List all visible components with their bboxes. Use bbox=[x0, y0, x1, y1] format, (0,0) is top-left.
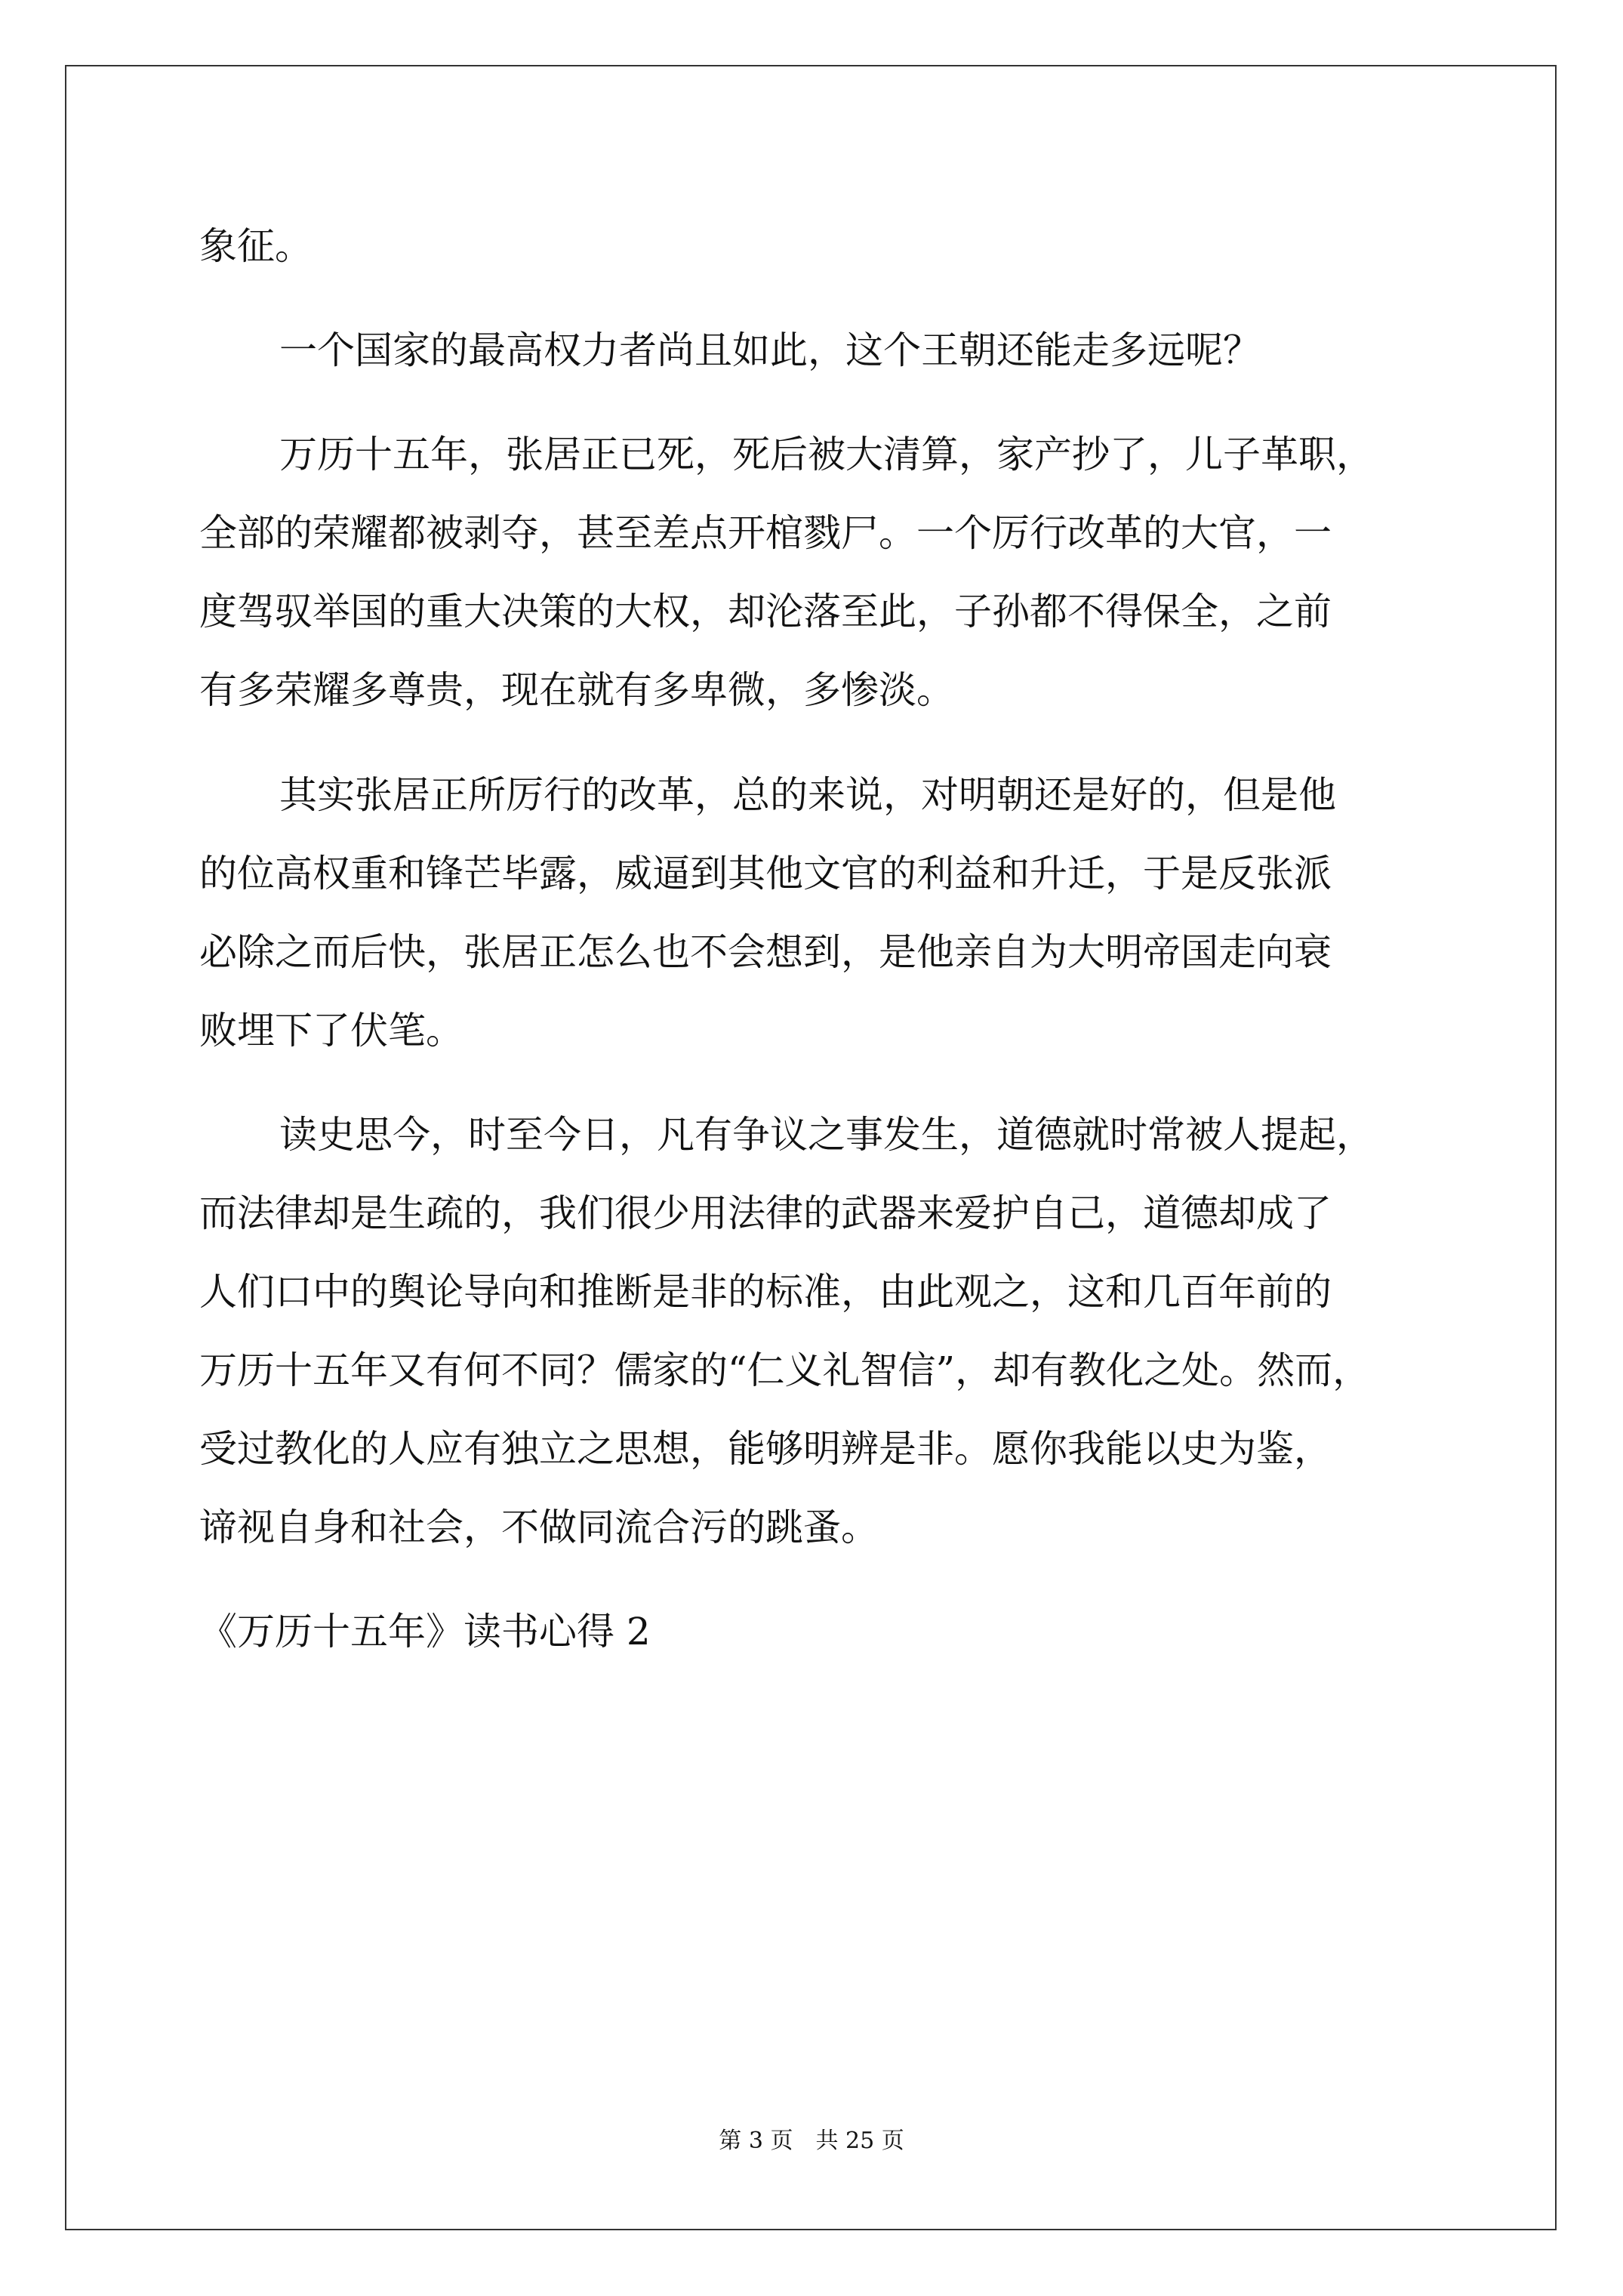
paragraph-line: 一个国家的最高权力者尚且如此，这个王朝还能走多远呢？ bbox=[279, 328, 1261, 372]
paragraph-line: 败埋下了伏笔。 bbox=[199, 1009, 463, 1052]
paragraph-line: 谛视自身和社会，不做同流合污的跳蚤。 bbox=[199, 1505, 879, 1549]
paragraph-line: 有多荣耀多尊贵，现在就有多卑微，多惨淡。 bbox=[199, 668, 954, 712]
paragraph-line: 而法律却是生疏的，我们很少用法律的武器来爱护自己，道德却成了 bbox=[199, 1191, 1332, 1235]
paragraph-line: 万历十五年又有何不同？儒家的“仁义礼智信”，却有教化之处。然而， bbox=[199, 1348, 1371, 1392]
paragraph-line: 其实张居正所厉行的改革，总的来说，对明朝还是好的，但是他 bbox=[279, 773, 1336, 817]
paragraph-line: 全部的荣耀都被剥夺，甚至差点开棺戮尸。一个厉行改革的大官，一 bbox=[199, 511, 1332, 555]
paragraph-line: 必除之而后快，张居正怎么也不会想到，是他亲自为大明帝国走向衰 bbox=[199, 930, 1332, 974]
paragraph-line: 度驾驭举国的重大决策的大权，却沦落至此，子孙都不得保全，之前 bbox=[199, 590, 1332, 633]
paragraph-line: 象征。 bbox=[199, 224, 313, 268]
paragraph-line: 人们口中的舆论导向和推断是非的标准，由此观之，这和几百年前的 bbox=[199, 1270, 1332, 1314]
page-number-footer: 第 3 页 共 25 页 bbox=[719, 2128, 904, 2154]
section-heading: 《万历十五年》读书心得 2 bbox=[199, 1610, 651, 1653]
paragraph-line: 受过教化的人应有独立之思想，能够明辨是非。愿你我能以史为鉴， bbox=[199, 1427, 1332, 1471]
paragraph-line: 的位高权重和锋芒毕露，威逼到其他文官的利益和升迁，于是反张派 bbox=[199, 852, 1332, 895]
paragraph-line: 读史思今，时至今日，凡有争议之事发生，道德就时常被人提起， bbox=[279, 1113, 1374, 1157]
paragraph-line: 万历十五年，张居正已死，死后被大清算，家产抄了，儿子革职， bbox=[279, 433, 1374, 476]
